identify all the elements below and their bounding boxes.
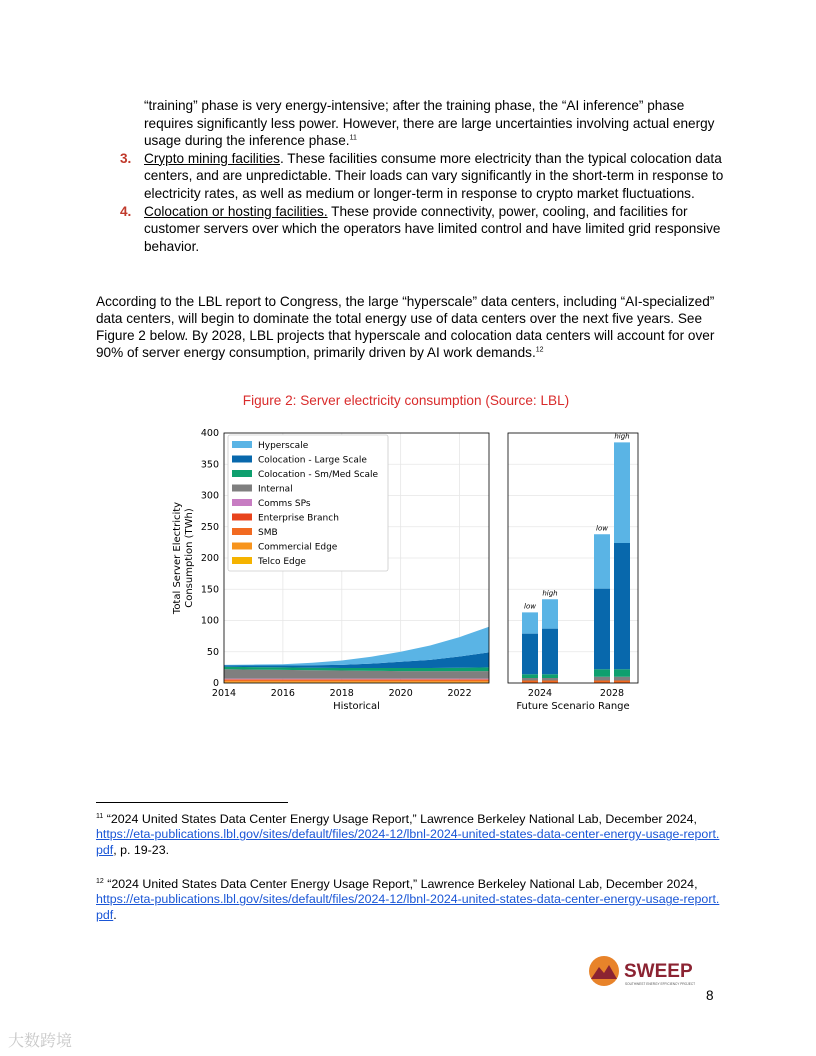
bar-segment: [614, 669, 630, 677]
list-item: [96, 203, 726, 256]
area-series: [224, 679, 489, 680]
numbered-list: [96, 97, 726, 255]
bar-scenario-label: high: [542, 589, 558, 598]
footnote-text: “2024 United States Data Center Energy Usage Report,” Lawrence Berkeley National Lab, December 2024,: [106, 812, 697, 826]
legend-swatch: [232, 499, 252, 506]
x-axis-label: Historical: [333, 701, 380, 712]
x-tick-label: 2022: [447, 688, 472, 699]
bar-segment: [522, 634, 538, 675]
legend-label: Internal: [258, 484, 293, 495]
y-tick-label: 400: [200, 428, 219, 439]
legend-label: Comms SPs: [258, 499, 311, 509]
footnote-text: “2024 United States Data Center Energy Usage Report,” Lawrence Berkeley National Lab, December 2024,: [107, 877, 698, 891]
footnote-divider: [96, 802, 288, 803]
footnote-marker: 12: [96, 877, 104, 885]
x-tick-label: 2016: [270, 688, 295, 699]
legend-label: Enterprise Branch: [258, 513, 339, 524]
legend-label: Commercial Edge: [258, 542, 338, 553]
bar-segment: [542, 599, 558, 628]
bar-scenario-label: low: [596, 524, 608, 533]
bar-segment: [542, 629, 558, 675]
sweep-logo-name: SWEEP: [624, 961, 693, 982]
legend-swatch: [232, 456, 252, 463]
bar-segment: [522, 678, 538, 681]
legend-swatch: [232, 528, 252, 535]
y-tick-label: 200: [200, 553, 219, 564]
x-tick-label: 2028: [599, 688, 625, 699]
legend-label: Colocation - Large Scale: [258, 455, 367, 466]
x-axis-label: Future Scenario Range: [516, 701, 630, 712]
y-tick-label: 50: [206, 646, 219, 658]
list-item-continued: [96, 97, 726, 150]
y-axis-label: Total Server Electricity: [172, 501, 183, 615]
footnote-marker: 11: [96, 812, 104, 820]
legend-swatch: [232, 543, 252, 550]
bar-segment: [594, 589, 610, 670]
bar-scenario-label: low: [524, 602, 536, 611]
y-tick-label: 350: [200, 459, 219, 471]
footnote-ref: 11: [349, 134, 357, 142]
legend-swatch: [232, 441, 252, 448]
y-tick-label: 150: [200, 584, 219, 596]
page-number: 8: [706, 988, 714, 1003]
sweep-logo-icon: [589, 956, 619, 986]
y-tick-label: 300: [200, 490, 219, 502]
y-tick-label: 0: [212, 678, 219, 689]
list-item-title: Colocation or hosting facilities.: [144, 203, 328, 219]
x-tick-label: 2020: [388, 688, 413, 699]
bar-segment: [614, 442, 630, 543]
x-tick-label: 2014: [211, 688, 237, 699]
legend-label: Telco Edge: [258, 557, 306, 567]
bar-segment: [542, 678, 558, 681]
legend-label: SMB: [258, 528, 278, 538]
legend-swatch: [232, 485, 252, 492]
footnote-ref: 12: [535, 346, 544, 354]
list-number: 4.: [120, 203, 132, 219]
x-tick-label: 2018: [329, 688, 354, 699]
bar-segment: [594, 677, 610, 681]
legend-swatch: [232, 514, 252, 521]
area-series: [224, 681, 489, 682]
legend-swatch: [232, 470, 252, 477]
bar-segment: [594, 534, 610, 588]
footnote-suffix: , p. 19-23.: [113, 842, 170, 857]
bar-segment: [542, 674, 558, 678]
paragraph-text: According to the LBL report to Congress, the large “hyperscale” data centers, including “AI-specialized” data centers, will begin to dominate the total energy use of data centers over the next five years. See Figure 2 below. By 2028, LBL projects that hyperscale and colocation data centers will account for over 90% of server energy consumption, primarily driven by AI work demands.: [96, 294, 715, 360]
sweep-logo-tagline: SOUTHWEST ENERGY EFFICIENCY PROJECT: [625, 982, 696, 986]
legend-label: Hyperscale: [258, 441, 309, 451]
list-item-text: . These facilities consume more electricity than the typical colocation data centers, and are unpredictable. Their loads can vary significantly in the short-term in response to electricity rates, as well as medium or longer-term in response to crypto market fluctuations.: [144, 150, 724, 201]
bar-segment: [522, 612, 538, 633]
list-item: [96, 150, 726, 203]
list-item-text: “training” phase is very energy-intensive; after the training phase, the “AI inference” phase requires significantly less power. However, there are large uncertainties involving actual energy usage during the inference phase.: [144, 98, 715, 149]
bar-segment: [614, 543, 630, 669]
list-item-title: Crypto mining facilities: [144, 150, 280, 166]
footnote: [96, 877, 720, 923]
bar-segment: [594, 669, 610, 677]
bar-segment: [522, 674, 538, 678]
list-item-text: These provide connectivity, power, cooling, and facilities for customer servers over which the operators have limited control and have limited grid responsive behavior.: [144, 203, 721, 254]
list-number: 3.: [120, 150, 132, 166]
footnote-link[interactable]: https://eta-publications.lbl.gov/sites/default/files/2024-12/lbnl-2024-united-states-data-center-energy-usage-report.pdf: [96, 827, 720, 857]
y-axis-label: Consumption (TWh): [184, 508, 195, 608]
legend-swatch: [232, 557, 252, 564]
area-series: [224, 679, 489, 680]
area-series: [224, 680, 489, 681]
server-electricity-chart: [166, 420, 646, 720]
y-tick-label: 100: [200, 615, 219, 627]
body-paragraph: [96, 293, 716, 361]
figure-title: Figure 2: Server electricity consumption (Source: LBL): [242, 393, 570, 408]
x-tick-label: 2024: [527, 688, 553, 699]
footnote-link[interactable]: https://eta-publications.lbl.gov/sites/default/files/2024-12/lbnl-2024-united-states-data-center-energy-usage-report.pdf: [96, 892, 720, 922]
footnote: [96, 812, 720, 858]
footnote-suffix: .: [113, 907, 117, 922]
y-tick-label: 250: [200, 521, 219, 533]
sweep-logo: [588, 955, 708, 989]
bar-scenario-label: high: [614, 432, 630, 441]
bar-segment: [614, 677, 630, 681]
watermark: 大数跨境: [8, 1033, 73, 1050]
legend-label: Colocation - Sm/Med Scale: [258, 470, 379, 480]
